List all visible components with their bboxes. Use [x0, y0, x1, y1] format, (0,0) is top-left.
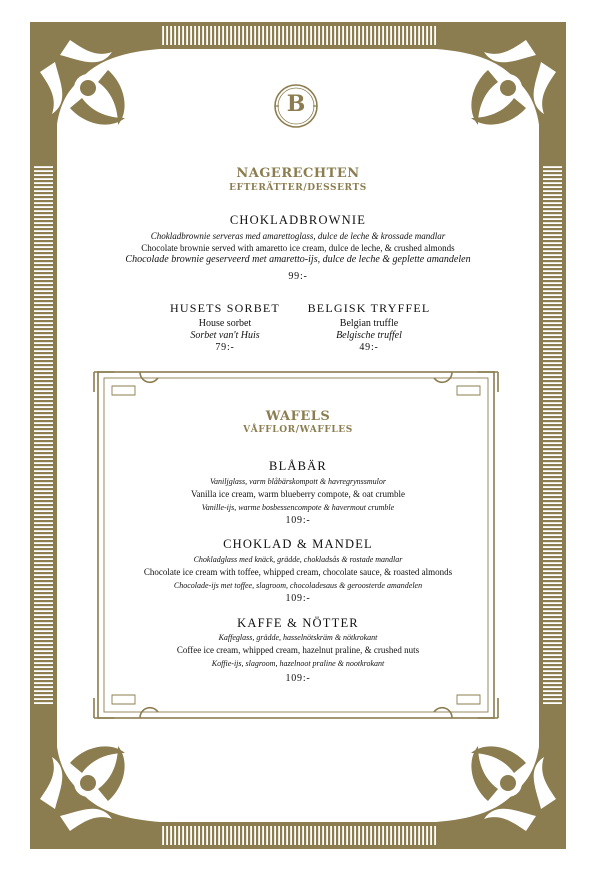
item-desc-dutch: Koffie-ijs, slagroom, hazelnoot praline & nootkrokant — [211, 659, 385, 668]
corner-ornament-top-left-icon — [30, 22, 160, 165]
corner-ornament-top-right-icon — [436, 22, 566, 165]
corner-ornament-bottom-left-icon — [30, 706, 160, 849]
item-desc-dutch: Belgische truffel — [336, 330, 402, 341]
item-desc-english: Vanilla ice cream, warm blueberry compote, & oat crumble — [191, 489, 405, 499]
item-price: 49:- — [359, 342, 379, 353]
desserts-title: NAGERECHTEN — [236, 166, 360, 181]
item-desc-english: Chocolate brownie served with amaretto ice cream, dulce de leche, & crushed almonds — [141, 243, 455, 253]
waffles-title: WAFELS — [265, 409, 331, 424]
item-title: CHOKLADBROWNIE — [229, 213, 367, 227]
menu-item-sorbet — [150, 301, 300, 353]
item-desc-swedish: Chokladbrownie serveras med amarettoglass, dulce de leche & krossade mandlar — [150, 231, 446, 241]
item-desc-english: Chocolate ice cream with toffee, whipped cream, chocolate sauce, & roasted almonds — [143, 567, 453, 577]
item-title: KAFFE & NÖTTER — [237, 616, 359, 630]
item-title: CHOKLAD & MANDEL — [223, 537, 373, 551]
logo-letter: B — [286, 91, 306, 117]
item-price: 99:- — [288, 271, 308, 282]
menu-item-truffle — [294, 301, 444, 353]
item-title: BLÅBÄR — [269, 459, 327, 473]
item-desc-swedish: Vaniljglass, varm blåbärskompott & havregrynssmulor — [210, 477, 386, 486]
item-price: 109:- — [285, 673, 311, 684]
corner-ornament-bottom-right-icon — [436, 706, 566, 849]
item-desc-swedish: Kaffeglass, grädde, hasselnötskräm & nötkrokant — [218, 633, 378, 642]
item-price: 109:- — [285, 593, 311, 604]
item-desc-swedish: Chokladglass med knäck, grädde, chokladsås & rostade mandlar — [193, 555, 403, 564]
logo-badge — [272, 82, 320, 130]
desserts-subtitle: EFTERÄTTER/DESSERTS — [229, 183, 367, 193]
item-title: BELGISK TRYFFEL — [307, 301, 431, 315]
item-desc-dutch: Chocolade brownie geserveerd met amaretto-ijs, dulce de leche & geplette amandelen — [125, 254, 471, 265]
item-title: HUSETS SORBET — [170, 301, 280, 315]
item-price: 79:- — [215, 342, 235, 353]
waffles-subtitle: VÅFFLOR/WAFFLES — [243, 425, 353, 435]
item-desc-english: Belgian truffle — [339, 318, 399, 329]
item-desc-english: House sorbet — [198, 318, 252, 329]
item-desc-dutch: Chocolade-ijs met toffee, slagroom, chocoladesaus & geroosterde amandelen — [173, 581, 423, 590]
item-price: 109:- — [285, 515, 311, 526]
item-desc-english: Coffee ice cream, whipped cream, hazelnut praline, & crushed nuts — [176, 645, 420, 655]
item-desc-dutch: Sorbet van't Huis — [190, 330, 260, 341]
item-desc-dutch: Vanille-ijs, warme bosbessencompote & havermout crumble — [201, 503, 395, 512]
